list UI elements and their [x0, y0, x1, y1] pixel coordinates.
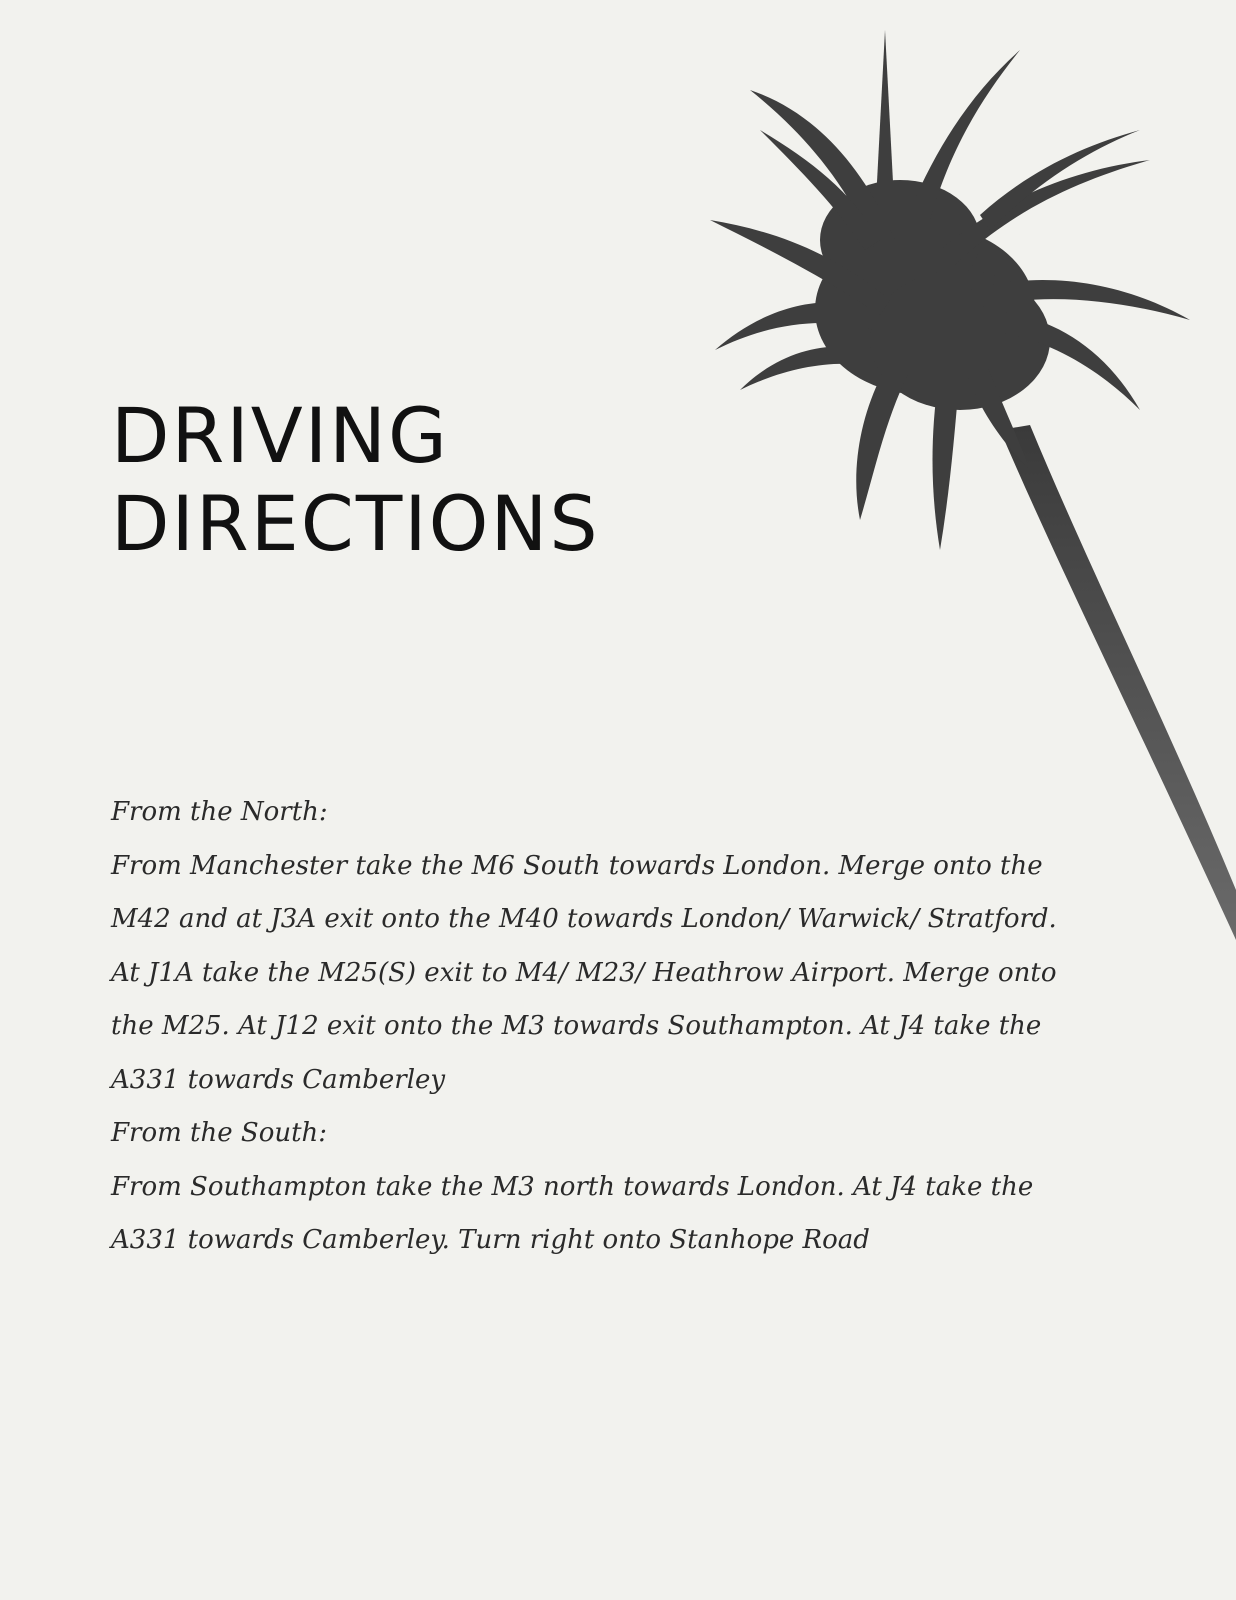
- section-heading-north: From the North:: [111, 797, 328, 827]
- directions-body: [111, 786, 1091, 1268]
- title-line-1: DRIVING: [111, 391, 449, 480]
- page-title: [111, 392, 600, 568]
- section-text-north: From Manchester take the M6 South towards London. Merge onto the M42 and at J3A exit onto the M40 towards London/ Warwick/ Stratford. At J1A take the M25(S) exit to M4/ M23/ Heathrow Airport. Merge onto the M25. At J12 exit onto the M3 towards Southampton. At J4 take the A331 towards Camberley: [111, 850, 1057, 1095]
- section-heading-south: From the South:: [111, 1118, 328, 1148]
- section-text-south: From Southampton take the M3 north towards London. At J4 take the A331 towards Camberley. Turn right onto Stanhope Road: [111, 1171, 1034, 1255]
- title-line-2: DIRECTIONS: [111, 479, 600, 568]
